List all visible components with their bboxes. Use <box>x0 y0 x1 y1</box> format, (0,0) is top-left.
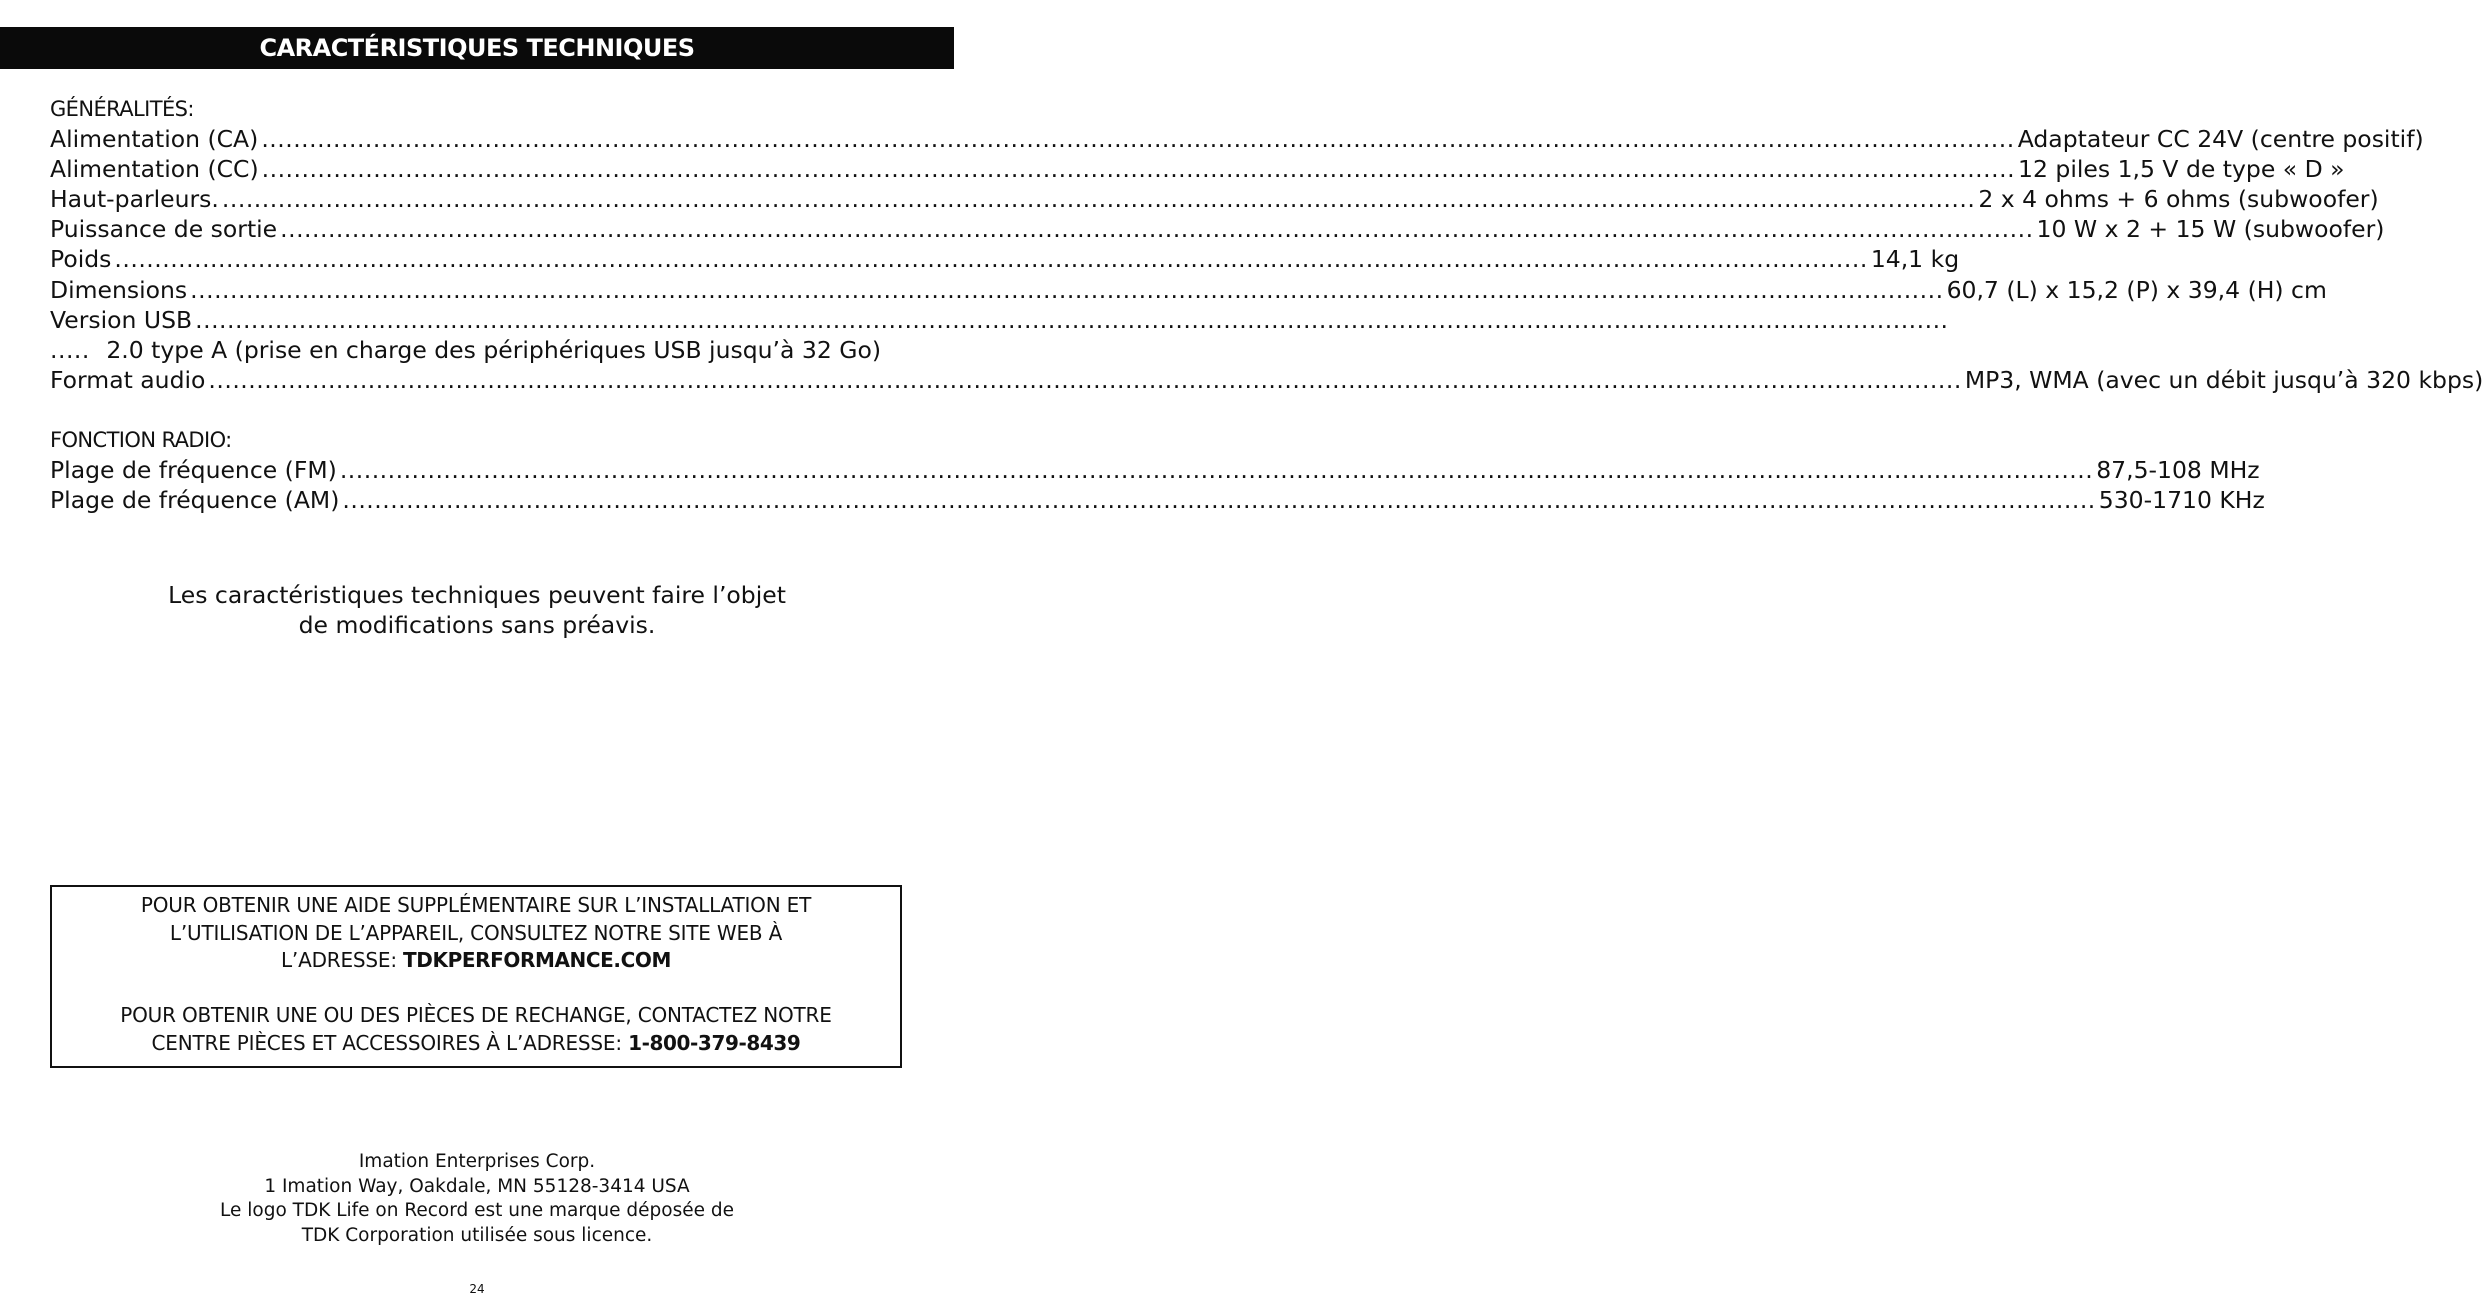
spec-row <box>50 214 2385 244</box>
spec-value: Adaptateur CC 24V (centre positif) <box>2017 125 2424 154</box>
parts-text-line-1: POUR OBTENIR UNE OU DES PIÈCES DE RECHANGE, CONTACTEZ NOTRE <box>120 1003 832 1027</box>
spec-value: 60,7 (L) x 15,2 (P) x 39,4 (H) cm <box>1946 275 2327 304</box>
support-box-spacer <box>52 975 900 1003</box>
support-text-line-1: POUR OBTENIR UNE AIDE SUPPLÉMENTAIRE SUR L’INSTALLATION ET <box>140 893 812 917</box>
footer-line-3: Le logo TDK Life on Record est une marque déposée de <box>220 1200 734 1222</box>
dot-leader: ............................................................................................................................................................................................................................ <box>339 456 2094 485</box>
spec-label: Haut-parleurs. <box>50 185 219 214</box>
general-heading: GÉNÉRALITÉS: <box>50 97 194 121</box>
spec-label: Format audio <box>50 365 206 394</box>
dot-leader: ............................................................................................................................................................................................................................ <box>342 486 2096 515</box>
spec-row <box>50 335 881 365</box>
radio-spec-list <box>50 455 2265 515</box>
spec-row <box>50 275 2327 305</box>
spec-label: Alimentation (CA) <box>50 125 259 154</box>
spec-value: 2 x 4 ohms + 6 ohms (subwoofer) <box>1978 185 2379 214</box>
spec-row <box>50 184 2379 214</box>
spec-value: 12 piles 1,5 V de type « D » <box>2018 155 2345 184</box>
dot-leader: ............................................................................................................................................................................................................................ <box>114 245 1868 274</box>
spec-row <box>50 124 2424 154</box>
support-text-line-2: L’UTILISATION DE L’APPAREIL, CONSULTEZ NOTRE SITE WEB À <box>169 920 783 945</box>
spec-value: 14,1 kg <box>1870 245 1960 274</box>
page-number: 24 <box>469 1282 485 1296</box>
website-link[interactable]: TDKPERFORMANCE.COM <box>403 948 671 972</box>
parts-text-line-2 <box>52 1030 900 1058</box>
parts-address-prefix: CENTRE PIÈCES ET ACCESSOIRES À L’ADRESSE: <box>151 1030 629 1055</box>
spec-label: Version USB <box>50 305 193 334</box>
spec-label: Puissance de sortie <box>50 215 278 244</box>
page-title-bar <box>0 27 954 69</box>
spec-label: Alimentation (CC) <box>50 155 259 184</box>
spec-label: Dimensions <box>50 275 188 304</box>
spec-value: MP3, WMA (avec un débit jusqu’à 320 kbps) <box>1964 365 2483 394</box>
general-spec-list <box>50 124 2483 395</box>
footer-line-1: Imation Enterprises Corp. <box>358 1151 596 1172</box>
dot-leader: ............................................................................................................................................................................................................................ <box>280 215 2034 244</box>
dot-leader: ............................................................................................................................................................................................................................ <box>190 275 1944 304</box>
phone-number: 1-800-379-8439 <box>628 1030 801 1055</box>
company-footer <box>0 1150 954 1248</box>
spec-row <box>50 455 2260 485</box>
footer-line-4: TDK Corporation utilisée sous licence. <box>301 1224 653 1246</box>
change-notice <box>0 580 954 640</box>
spec-label: Plage de fréquence (FM) <box>50 456 337 485</box>
spec-value: 530-1710 KHz <box>2098 486 2265 515</box>
spec-value: 2.0 type A (prise en charge des périphériques USB jusqu’à 32 Go) <box>106 335 881 364</box>
section-spacer <box>50 395 881 425</box>
spec-label: Plage de fréquence (AM) <box>50 486 340 515</box>
specifications-section <box>50 94 2483 515</box>
spec-value: 10 W x 2 + 15 W (subwoofer) <box>2036 215 2385 244</box>
spec-row <box>50 365 2483 395</box>
spec-row <box>50 485 2265 515</box>
notice-line-2: de modifications sans préavis. <box>298 611 656 639</box>
dot-leader: ............................................................................................................................................................................................................................ <box>208 365 1962 394</box>
page-title: CARACTÉRISTIQUES TECHNIQUES <box>259 34 695 62</box>
dot-leader: ..... <box>50 335 90 364</box>
radio-heading: FONCTION RADIO: <box>50 428 232 453</box>
dot-leader: ............................................................................................................................................................................................................................ <box>221 185 1976 214</box>
spec-label: Poids <box>50 245 112 274</box>
notice-line-1: Les caractéristiques techniques peuvent faire l’objet <box>168 581 786 609</box>
dot-leader: ............................................................................................................................................................................................................................ <box>261 125 2015 154</box>
support-info-box <box>50 885 902 1068</box>
dot-leader: ............................................................................................................................................................................................................................ <box>261 155 2016 184</box>
spec-row <box>50 244 1960 274</box>
dot-leader: ............................................................................................................................................................................................................................ <box>195 305 1949 334</box>
support-address-prefix: L’ADRESSE: <box>280 948 404 972</box>
support-text-line-3 <box>52 947 900 975</box>
spec-row <box>50 305 1949 335</box>
footer-line-2: 1 Imation Way, Oakdale, MN 55128-3414 USA <box>264 1175 690 1197</box>
spec-row <box>50 154 2345 184</box>
spec-value: 87,5-108 MHz <box>2096 456 2260 485</box>
